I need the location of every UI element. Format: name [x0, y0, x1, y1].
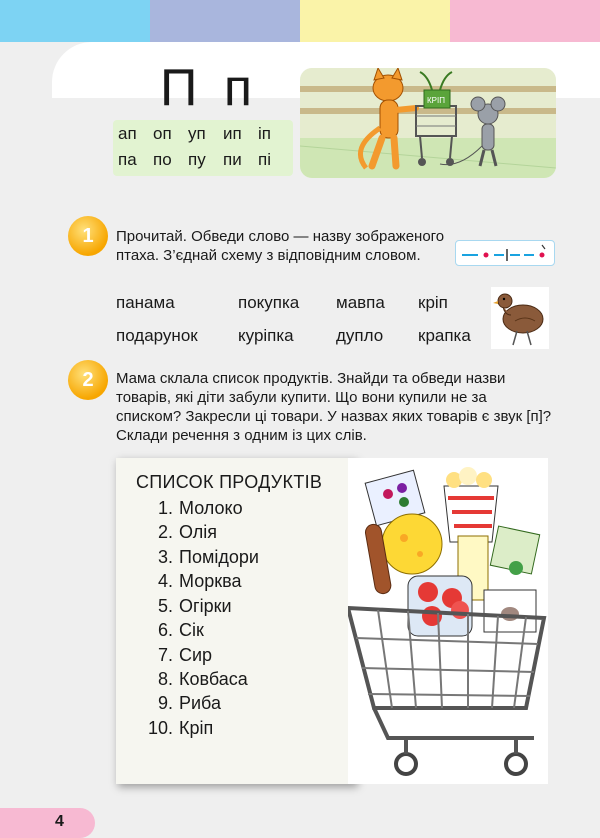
- syllable-row-2: [118, 150, 293, 170]
- task-1-instructions: Прочитай. Обведи слово — назву зображеного птаха. З’єднай схему з відповідним словом.: [116, 228, 445, 264]
- word-option: курiпка: [238, 326, 294, 345]
- syllable: пі: [258, 150, 271, 169]
- list-item: 10. Кріп: [147, 718, 214, 738]
- word-option: мавпа: [336, 293, 385, 312]
- header-stripe-lilac: [150, 0, 300, 42]
- list-item: 5. Огірки: [157, 596, 232, 616]
- partridge-illustration: [491, 287, 549, 349]
- syllable-row-1: [118, 124, 293, 144]
- list-item: 6. Сік: [157, 620, 204, 640]
- letter-heading: П п: [160, 59, 258, 117]
- task-number-2: 2: [68, 360, 108, 400]
- list-item: 1. Молоко: [157, 498, 243, 518]
- list-item: 8. Ковбаса: [157, 669, 248, 689]
- list-item: 3. Помідори: [157, 547, 259, 567]
- page-number-tab: [0, 808, 95, 838]
- list-item: 2. Олія: [157, 522, 218, 542]
- task-2-instructions: Мама склала список продуктів. Знайди та обведи назви товарів, які діти забули купити. Що вони купили не за списком? Закресли ці товари. У назвах яких товарів є звук [п]? Склади речення з одним із цих слів.: [116, 370, 552, 444]
- cat-mouse-illustration: [300, 68, 556, 178]
- syllable: пи: [223, 150, 242, 169]
- task-number-1: 1: [68, 216, 108, 256]
- syllable: ип: [223, 124, 242, 143]
- syllable: ап: [118, 124, 137, 143]
- header-stripe-blue: [0, 0, 150, 42]
- word-option: крапка: [418, 326, 471, 345]
- syllable: па: [118, 150, 137, 169]
- list-item: 4. Морква: [157, 571, 242, 591]
- syllable: по: [153, 150, 172, 169]
- syllable: уп: [188, 124, 206, 143]
- list-item: 9. Риба: [157, 693, 221, 713]
- word-option: подарунок: [116, 326, 198, 345]
- syllable: оп: [153, 124, 172, 143]
- header-stripe-yellow: [300, 0, 450, 42]
- word-scheme: [455, 240, 555, 266]
- cart-sign: КРІП: [427, 96, 445, 105]
- shopping-list-title: СПИСОК ПРОДУКТІВ: [136, 472, 323, 492]
- syllable: іп: [258, 124, 271, 143]
- shopping-cart-illustration: [348, 458, 548, 784]
- page-number: 4: [55, 813, 64, 830]
- word-option: покупка: [238, 293, 300, 312]
- header-stripe-pink: [450, 0, 600, 42]
- syllable: пу: [188, 150, 206, 169]
- word-option: дупло: [336, 326, 384, 345]
- word-option: кріп: [418, 293, 448, 312]
- list-item: 7. Сир: [157, 645, 213, 665]
- word-option: панама: [116, 293, 175, 312]
